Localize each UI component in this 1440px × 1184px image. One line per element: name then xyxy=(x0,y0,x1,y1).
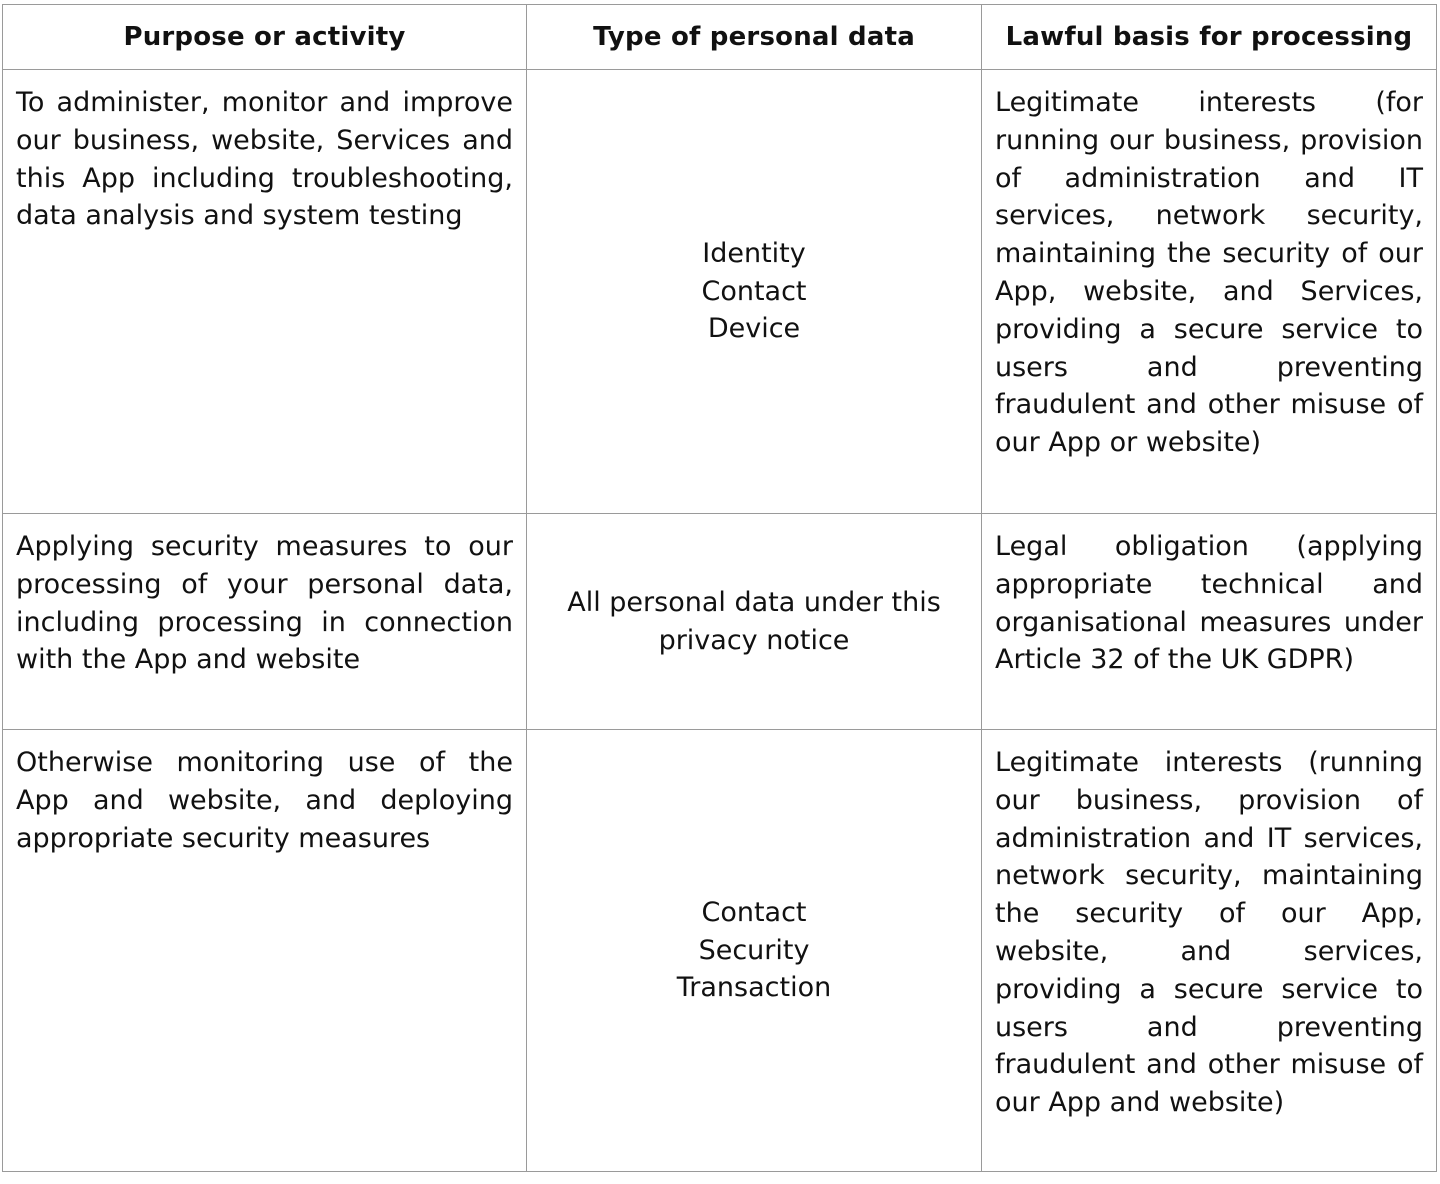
header-basis: Lawful basis for processing xyxy=(982,5,1437,70)
purpose-cell xyxy=(3,70,527,514)
basis-text: Legitimate interests (for running our business, provision of administration and IT services, network security, maintaining the security of our App, website, and Services, providing a secure service to users and preventing fraudulent and other misuse of our App or website) xyxy=(995,87,1423,459)
data-type-item: Identity xyxy=(702,237,806,269)
basis-text: Legal obligation (applying appropriate technical and organisational measures under Article 32 of the UK GDPR) xyxy=(995,531,1423,676)
header-purpose: Purpose or activity xyxy=(3,5,527,70)
table-row xyxy=(3,730,1437,1172)
data-type-item: Contact xyxy=(701,275,807,307)
types-cell xyxy=(527,514,982,730)
table-body xyxy=(3,70,1437,1172)
data-type-item: Transaction xyxy=(676,972,832,1004)
purpose-text: Otherwise monitoring use of the App and website, and deploying appropriate security measures xyxy=(16,747,513,854)
basis-cell xyxy=(982,514,1437,730)
data-type-item: Device xyxy=(707,313,801,345)
header-type: Type of personal data xyxy=(527,5,982,70)
purpose-text: Applying security measures to our processing of your personal data, including processing in connection with the App and website xyxy=(16,531,513,676)
table-header xyxy=(3,5,1437,70)
purpose-cell xyxy=(3,514,527,730)
table-row xyxy=(3,70,1437,514)
purpose-text: To administer, monitor and improve our business, website, Services and this App including troubleshooting, data analysis and system testing xyxy=(16,87,513,232)
data-type-item: Security xyxy=(698,934,810,966)
types-cell xyxy=(527,70,982,514)
data-type-item: All personal data under this privacy notice xyxy=(567,586,941,656)
table-header-row xyxy=(3,5,1437,70)
types-cell xyxy=(527,730,982,1172)
table-row xyxy=(3,514,1437,730)
basis-text: Legitimate interests (running our business, provision of administration and IT services, network security, maintaining the security of our App, website, and services, providing a secure service to users and preventing fraudulent and other misuse of our App and website) xyxy=(995,747,1423,1119)
basis-cell xyxy=(982,730,1437,1172)
purpose-cell xyxy=(3,730,527,1172)
data-type-item: Contact xyxy=(701,896,807,928)
basis-cell xyxy=(982,70,1437,514)
lawful-basis-table xyxy=(2,4,1437,1172)
